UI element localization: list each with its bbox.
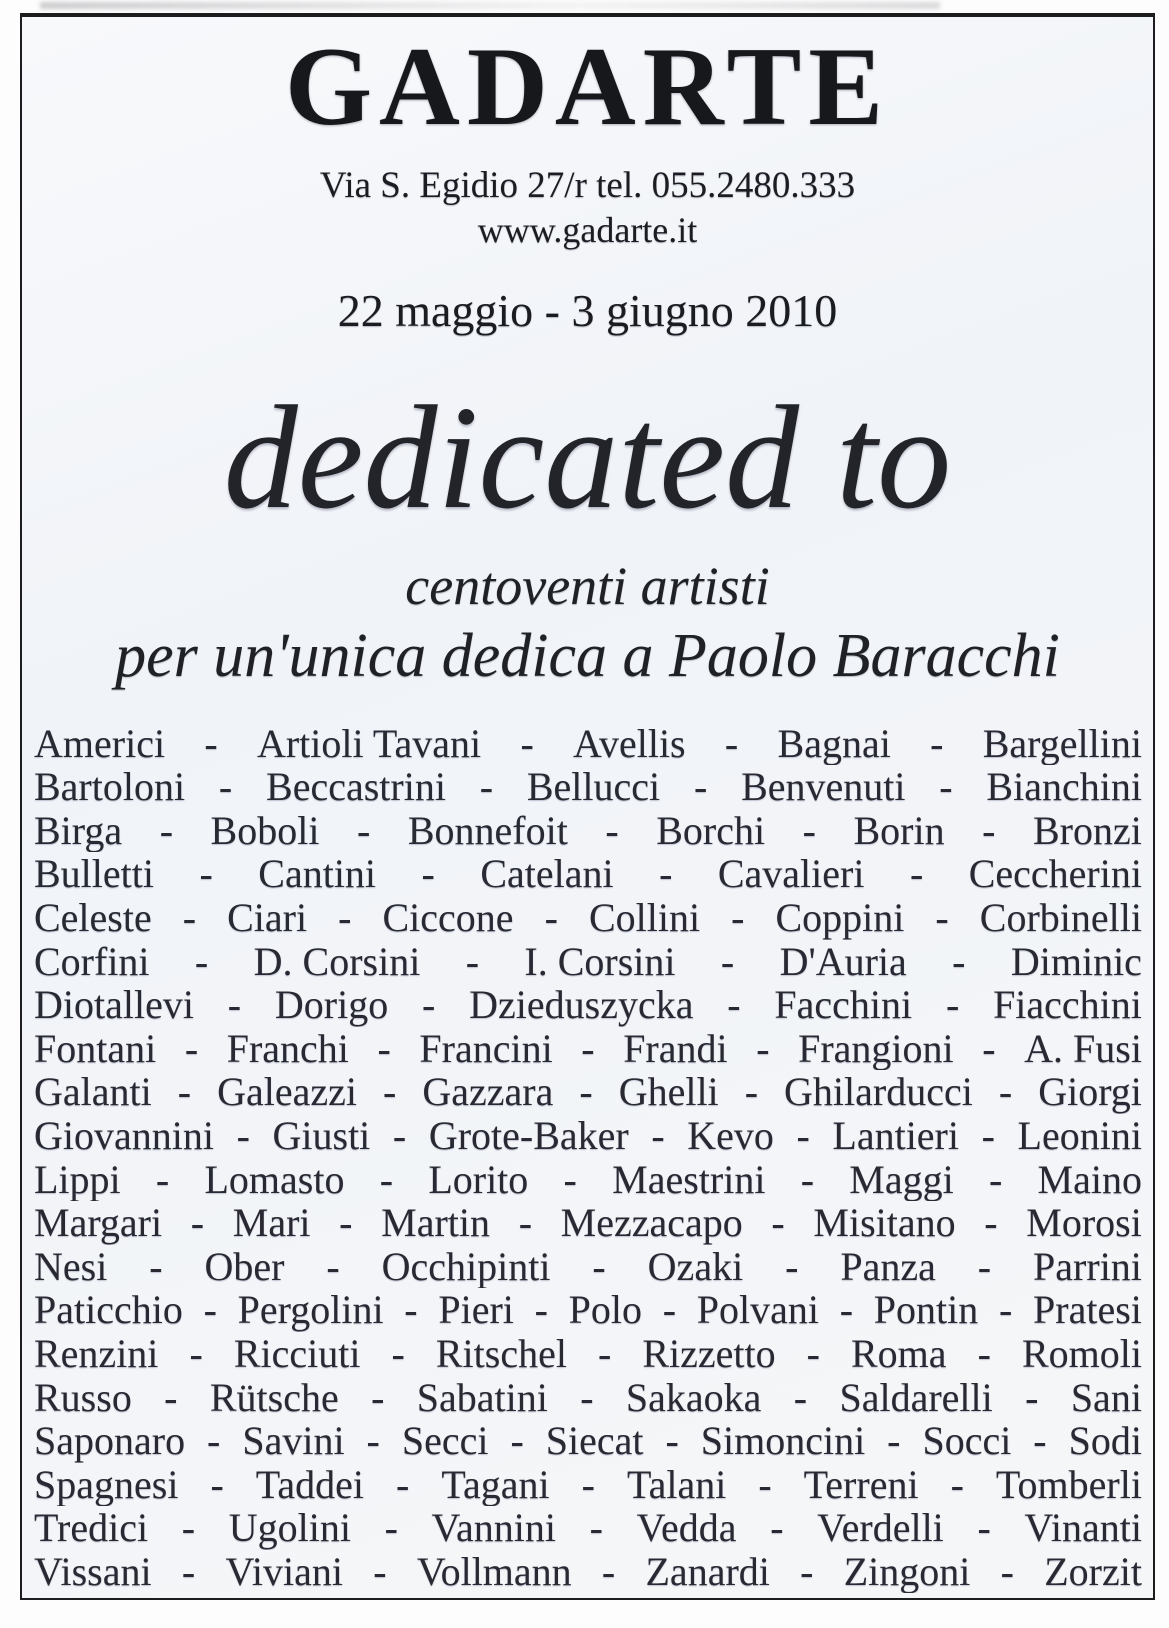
artist-row xyxy=(34,1506,1142,1550)
artist-row xyxy=(34,1376,1142,1420)
artist-name: Panza xyxy=(840,1244,936,1289)
artist-row xyxy=(34,722,1142,766)
artist-name: Vannini xyxy=(431,1506,556,1550)
artist-name: Ghilarducci xyxy=(784,1070,973,1114)
dash-separator: - xyxy=(998,1070,1013,1114)
artist-name: Pontin xyxy=(873,1288,979,1332)
dash-separator: - xyxy=(479,765,494,809)
dash-separator: - xyxy=(1033,1419,1047,1463)
dash-separator: - xyxy=(227,983,242,1027)
dash-separator: - xyxy=(724,721,739,766)
artist-row xyxy=(34,1245,1142,1289)
artist-name: Sakaoka xyxy=(625,1375,762,1420)
dash-separator: - xyxy=(371,1375,385,1420)
artist-name: Artioli Tavani xyxy=(256,721,482,766)
artist-name: Ceccherini xyxy=(968,852,1142,896)
artist-name: Frandi xyxy=(623,1026,728,1071)
dash-separator: - xyxy=(199,852,213,896)
dash-separator: - xyxy=(155,1157,170,1202)
artist-name: Terreni xyxy=(803,1462,919,1507)
artist-name: Franchi xyxy=(226,1026,349,1071)
dash-separator: - xyxy=(731,895,745,940)
artist-name: Socci xyxy=(922,1419,1012,1463)
dash-separator: - xyxy=(662,1288,677,1332)
artist-name: Vollmann xyxy=(416,1549,572,1594)
dash-separator: - xyxy=(544,895,558,940)
dash-separator: - xyxy=(806,1331,820,1376)
artist-name: Bulletti xyxy=(34,852,154,896)
artist-row xyxy=(34,852,1142,896)
artist-name: Secci xyxy=(401,1419,489,1463)
dash-separator: - xyxy=(982,1026,996,1071)
artist-name: Spagnesi xyxy=(34,1462,179,1507)
artist-name: Verdelli xyxy=(817,1506,944,1550)
dash-separator: - xyxy=(383,1070,397,1114)
dash-separator: - xyxy=(839,1288,854,1332)
artist-name: Lorito xyxy=(428,1157,529,1202)
dash-separator: - xyxy=(520,721,534,766)
dash-separator: - xyxy=(563,1157,577,1202)
artist-name: Cavalieri xyxy=(717,852,865,896)
dash-separator: - xyxy=(149,1244,163,1289)
artist-name: Giusti xyxy=(272,1113,371,1158)
artist-name: Zorzit xyxy=(1044,1549,1142,1594)
artist-name: Diminic xyxy=(1010,939,1142,984)
artist-row xyxy=(34,896,1142,940)
dash-separator: - xyxy=(887,1419,901,1463)
dash-separator: - xyxy=(744,1070,759,1114)
poster xyxy=(20,13,1155,1600)
dash-separator: - xyxy=(581,1026,595,1071)
dash-separator: - xyxy=(939,765,953,809)
artist-name: Morosi xyxy=(1026,1201,1142,1245)
dash-separator: - xyxy=(693,765,708,809)
dash-separator: - xyxy=(771,1201,785,1245)
artist-row xyxy=(34,1027,1142,1071)
artist-name: Rütsche xyxy=(209,1375,339,1420)
artist-name: Viviani xyxy=(225,1549,344,1594)
artist-name: Celeste xyxy=(34,895,152,940)
artist-name: Polo xyxy=(568,1288,642,1332)
artist-name: Bellucci xyxy=(526,765,661,809)
artist-name: Americi xyxy=(34,721,166,766)
dash-separator: - xyxy=(988,1157,1003,1202)
dash-separator: - xyxy=(802,808,816,853)
dash-separator: - xyxy=(950,1462,964,1507)
dash-separator: - xyxy=(909,852,924,896)
artist-name: Fontani xyxy=(34,1026,157,1071)
artist-name: Polvani xyxy=(696,1288,819,1332)
artist-name: Giovannini xyxy=(34,1113,214,1158)
artist-name: Diotallevi xyxy=(34,983,194,1027)
subtitle-artist-count: centoventi artisti xyxy=(405,556,770,617)
gallery-address: Via S. Egidio 27/r tel. 055.2480.333 xyxy=(319,165,856,206)
dash-separator: - xyxy=(977,1331,991,1376)
dash-separator: - xyxy=(339,1201,353,1245)
dash-separator: - xyxy=(159,808,174,853)
artist-name: Collini xyxy=(588,895,701,940)
artist-name: Misitano xyxy=(813,1201,956,1245)
dash-separator: - xyxy=(1025,1375,1039,1420)
dash-separator: - xyxy=(597,1331,612,1376)
artist-name: Bronzi xyxy=(1033,808,1142,853)
artist-row xyxy=(34,1419,1142,1463)
dash-separator: - xyxy=(510,1419,524,1463)
artist-name: Roma xyxy=(851,1331,947,1376)
dash-separator: - xyxy=(421,852,435,896)
artist-name: Margari xyxy=(34,1201,163,1245)
artist-name: Saldarelli xyxy=(839,1375,993,1420)
dash-separator: - xyxy=(579,1070,593,1114)
dash-separator: - xyxy=(998,1288,1013,1332)
artist-name: A. Fusi xyxy=(1024,1026,1142,1071)
exhibition-dates: 22 maggio - 3 giugno 2010 xyxy=(337,284,838,336)
dash-separator: - xyxy=(366,1419,380,1463)
artist-row xyxy=(34,940,1142,984)
artist-name: Bianchini xyxy=(986,765,1142,809)
artist-name: Pergolini xyxy=(237,1288,384,1332)
artist-name: Cantini xyxy=(258,852,377,896)
dash-separator: - xyxy=(984,1201,998,1245)
artist-name: Bonnefoit xyxy=(407,808,568,853)
artist-name: Maino xyxy=(1037,1157,1142,1202)
dash-separator: - xyxy=(982,808,996,853)
artist-name: Giorgi xyxy=(1038,1070,1142,1114)
artist-row xyxy=(34,765,1142,809)
dash-separator: - xyxy=(181,1549,196,1594)
artist-name: Savini xyxy=(242,1419,345,1463)
dash-separator: - xyxy=(793,1375,808,1420)
artist-name: Catelani xyxy=(480,852,614,896)
dash-separator: - xyxy=(580,1375,594,1420)
artist-name: Vinanti xyxy=(1024,1506,1142,1550)
artist-name: Tagani xyxy=(441,1462,550,1507)
artist-name: Galeazzi xyxy=(217,1070,357,1114)
dash-separator: - xyxy=(756,1026,770,1071)
artist-name: Benvenuti xyxy=(741,765,906,809)
artist-name: Ricciuti xyxy=(233,1331,361,1376)
artist-name: Francini xyxy=(419,1026,553,1071)
dash-separator: - xyxy=(935,895,949,940)
dash-separator: - xyxy=(207,1419,221,1463)
dash-separator: - xyxy=(785,1244,799,1289)
artist-name: Occhipinti xyxy=(381,1244,551,1289)
artist-name: Tredici xyxy=(34,1506,149,1550)
dash-separator: - xyxy=(422,983,436,1027)
artist-name: Talani xyxy=(626,1462,727,1507)
artist-name: Parrini xyxy=(1033,1244,1142,1289)
artist-name: Borin xyxy=(853,808,945,853)
dash-separator: - xyxy=(396,1462,410,1507)
artist-name: Lantieri xyxy=(832,1113,959,1158)
artist-name: Ghelli xyxy=(618,1070,719,1114)
dash-separator: - xyxy=(981,1113,995,1158)
artist-name: Lomasto xyxy=(204,1157,345,1202)
dash-separator: - xyxy=(164,1375,178,1420)
dash-separator: - xyxy=(392,1113,407,1158)
artist-name: Corbinelli xyxy=(979,895,1142,940)
dash-separator: - xyxy=(204,721,218,766)
artist-name: Russo xyxy=(34,1375,132,1420)
artist-row xyxy=(34,1070,1142,1114)
artist-name: Beccastrini xyxy=(266,765,446,809)
artist-name: Nesi xyxy=(34,1244,108,1289)
artist-row xyxy=(34,1332,1142,1376)
dash-separator: - xyxy=(589,1506,603,1550)
dash-separator: - xyxy=(377,1026,391,1071)
dash-separator: - xyxy=(800,1157,815,1202)
dash-separator: - xyxy=(218,765,233,809)
dash-separator: - xyxy=(189,1331,203,1376)
dash-separator: - xyxy=(651,1113,665,1158)
artist-name: Ober xyxy=(204,1244,285,1289)
dash-separator: - xyxy=(659,852,673,896)
dash-separator: - xyxy=(1000,1549,1014,1594)
artist-name: Simoncini xyxy=(700,1419,866,1463)
dash-separator: - xyxy=(190,1201,205,1245)
dash-separator: - xyxy=(977,1244,992,1289)
dash-separator: - xyxy=(796,1113,810,1158)
dash-separator: - xyxy=(605,808,619,853)
dash-separator: - xyxy=(601,1549,616,1594)
artist-name: Boboli xyxy=(210,808,320,853)
dash-separator: - xyxy=(326,1244,340,1289)
artist-name: Bartoloni xyxy=(34,765,186,809)
artist-name: Coppini xyxy=(775,895,905,940)
artist-name: Leonini xyxy=(1017,1113,1142,1158)
dash-separator: - xyxy=(391,1331,405,1376)
dash-separator: - xyxy=(518,1201,533,1245)
artist-name: Sani xyxy=(1070,1375,1142,1420)
artist-name: Frangioni xyxy=(798,1026,954,1071)
artist-name: Pratesi xyxy=(1033,1288,1142,1332)
dash-separator: - xyxy=(758,1462,772,1507)
dash-separator: - xyxy=(952,939,966,984)
artist-name: D. Corsini xyxy=(253,939,421,984)
artist-row xyxy=(34,1550,1142,1594)
dash-separator: - xyxy=(338,895,352,940)
artist-name: Ciari xyxy=(227,895,308,940)
artist-list xyxy=(34,722,1142,1594)
dash-separator: - xyxy=(770,1506,784,1550)
subtitle-dedication: per un'unica dedica a Paolo Baracchi xyxy=(115,622,1060,691)
artist-name: Mezzacapo xyxy=(560,1201,743,1245)
artist-row xyxy=(34,1288,1142,1332)
artist-name: Avellis xyxy=(573,721,686,766)
artist-name: I. Corsini xyxy=(524,939,676,984)
artist-name: Gazzara xyxy=(422,1070,554,1114)
artist-name: Mari xyxy=(232,1201,311,1245)
artist-row xyxy=(34,1201,1142,1245)
artist-name: Dorigo xyxy=(274,983,389,1027)
dash-separator: - xyxy=(203,1288,217,1332)
gallery-name: GADARTE xyxy=(284,25,891,149)
artist-name: Ozaki xyxy=(647,1244,744,1289)
artist-name: Sodi xyxy=(1068,1419,1142,1463)
artist-row xyxy=(34,809,1142,853)
artist-name: Fiacchini xyxy=(993,983,1142,1027)
artist-name: Maestrini xyxy=(612,1157,766,1202)
dash-separator: - xyxy=(465,939,480,984)
artist-row xyxy=(34,1114,1142,1158)
artist-row xyxy=(34,1463,1142,1507)
artist-name: Ritschel xyxy=(435,1331,567,1376)
dash-separator: - xyxy=(534,1288,548,1332)
gallery-website: www.gadarte.it xyxy=(477,209,698,250)
artist-name: Paticchio xyxy=(34,1288,183,1332)
dash-separator: - xyxy=(977,1506,991,1550)
dash-separator: - xyxy=(384,1506,398,1550)
dash-separator: - xyxy=(184,1026,199,1071)
artist-name: Ciccone xyxy=(382,895,514,940)
artist-name: Borchi xyxy=(656,808,766,853)
artist-row xyxy=(34,1158,1142,1202)
artist-name: Siecat xyxy=(545,1419,644,1463)
artist-name: Vedda xyxy=(636,1506,737,1550)
artist-name: Rizzetto xyxy=(642,1331,776,1376)
dash-separator: - xyxy=(581,1462,595,1507)
dash-separator: - xyxy=(373,1549,387,1594)
dash-separator: - xyxy=(379,1157,394,1202)
dash-separator: - xyxy=(236,1113,250,1158)
artist-name: Tomberli xyxy=(995,1462,1142,1507)
dash-separator: - xyxy=(720,939,735,984)
artist-name: Zingoni xyxy=(843,1549,971,1594)
artist-name: Ugolini xyxy=(228,1506,351,1550)
artist-name: Dzieduszycka xyxy=(469,983,694,1027)
dash-separator: - xyxy=(404,1288,418,1332)
artist-name: Zanardi xyxy=(645,1549,770,1594)
artist-name: Bagnai xyxy=(777,721,891,766)
artist-row xyxy=(34,983,1142,1027)
artist-name: Maggi xyxy=(849,1157,954,1202)
dash-separator: - xyxy=(210,1462,224,1507)
artist-name: Saponaro xyxy=(34,1419,186,1463)
dash-separator: - xyxy=(665,1419,679,1463)
dash-separator: - xyxy=(727,983,741,1027)
artist-name: D'Auria xyxy=(779,939,907,984)
dash-separator: - xyxy=(181,1506,196,1550)
artist-name: Galanti xyxy=(34,1070,152,1114)
artist-name: Renzini xyxy=(34,1331,159,1376)
artist-name: Taddei xyxy=(255,1462,365,1507)
artist-name: Grote-Baker xyxy=(428,1113,629,1158)
dash-separator: - xyxy=(177,1070,192,1114)
artist-name: Lippi xyxy=(34,1157,121,1202)
artist-name: Sabatini xyxy=(416,1375,548,1420)
artist-name: Birga xyxy=(34,808,123,853)
artist-name: Romoli xyxy=(1021,1331,1142,1376)
exhibition-title: dedicated to xyxy=(223,375,952,540)
dash-separator: - xyxy=(592,1244,606,1289)
artist-name: Pieri xyxy=(438,1288,514,1332)
artist-name: Vissani xyxy=(34,1549,152,1594)
dash-separator: - xyxy=(194,939,209,984)
artist-name: Facchini xyxy=(774,983,913,1027)
artist-name: Kevo xyxy=(687,1113,774,1158)
artist-name: Corfini xyxy=(34,939,150,984)
dash-separator: - xyxy=(356,808,371,853)
dash-separator: - xyxy=(930,721,944,766)
artist-name: Bargellini xyxy=(982,721,1142,766)
dash-separator: - xyxy=(182,895,197,940)
dash-separator: - xyxy=(945,983,960,1027)
dash-separator: - xyxy=(800,1549,814,1594)
artist-name: Martin xyxy=(381,1201,491,1245)
